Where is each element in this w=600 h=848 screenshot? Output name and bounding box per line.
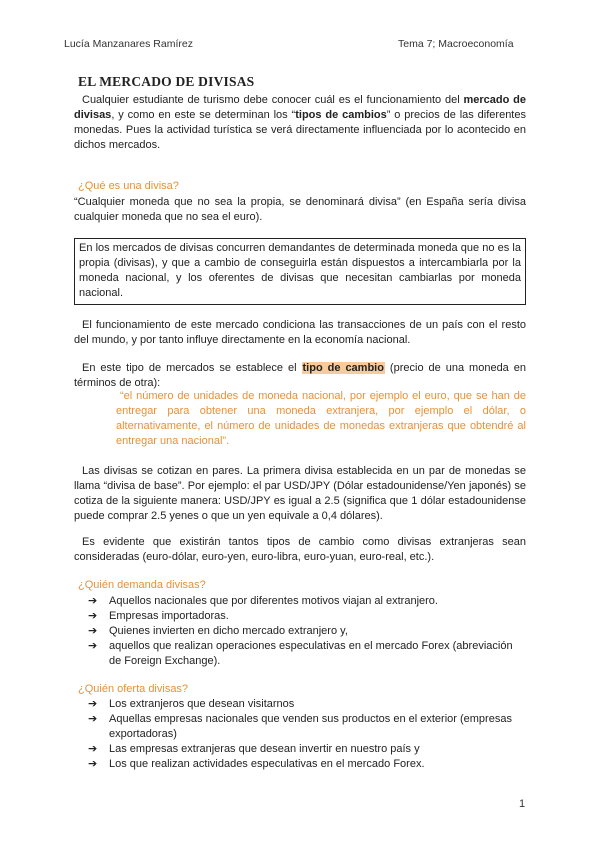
paragraph-pares: Las divisas se cotizan en pares. La primera divisa establecida en un par de monedas se llama “divisa de base”. Por ejemplo: el par USD/JPY (Dólar estadounidense/Yen japonés) se cotiza de la siguiente manera: USD/JPY es igual a 2.5 (significa que 1 dólar estadounidense puede comprar 2.5 yenes o que un yen equivale a 0,4 dólares).: [74, 465, 526, 522]
header-subject: Tema 7; Macroeconomía: [398, 38, 514, 50]
list-item: ➔ Las empresas extranjeras que desean invertir en nuestro país y: [88, 743, 420, 755]
list-item: ➔ Empresas importadoras.: [88, 610, 229, 622]
highlight-tipo-cambio: tipo de cambio: [302, 362, 384, 374]
page-title: EL MERCADO DE DIVISAS: [78, 74, 255, 89]
arrow-bullet-icon: ➔: [88, 625, 98, 637]
arrow-bullet-icon: ➔: [88, 698, 98, 710]
heading-quien-demanda: ¿Quién demanda divisas?: [78, 579, 206, 591]
intro-bold-tipos: tipos de cambios: [295, 109, 387, 121]
list-item: ➔ Aquellas empresas nacionales que venden sus productos en el exterior (empresas exportadoras): [88, 713, 512, 740]
quote-tipo-cambio: “el número de unidades de moneda nacional, por ejemplo el euro, que se han de entregar para obtener una moneda extranjera, por ejemplo el dólar, o alternativamente, el número de unidades de monedas extranjeras que obtendré al entregar una nacional”.: [116, 390, 526, 447]
list-oferta: [88, 697, 526, 772]
arrow-bullet-icon: ➔: [88, 758, 98, 770]
list-demanda: [88, 594, 526, 669]
heading-que-es-divisa: ¿Qué es una divisa?: [78, 180, 179, 192]
tipo-cambio-text-1: En este tipo de mercados se establece el: [82, 362, 302, 374]
arrow-bullet-icon: ➔: [88, 640, 98, 652]
definition-divisa: “Cualquier moneda que no sea la propia, se denominará divisa” (en España sería divisa cualquier moneda que no sea el euro).: [74, 196, 526, 223]
list-item: ➔ Aquellos nacionales que por diferentes motivos viajan al extranjero.: [88, 595, 438, 607]
arrow-bullet-icon: ➔: [88, 743, 98, 755]
list-item: ➔ aquellos que realizan operaciones especulativas en el mercado Forex (abreviación de Foreign Exchange).: [88, 640, 513, 667]
page-number: 1: [519, 798, 526, 810]
boxed-definition: En los mercados de divisas concurren demandantes de determinada moneda que no es la propia (divisas), y que a cambio de conseguirla están dispuestos a intercambiarla por la moneda nacional, y los oferentes de divisas que necesitan cambiarlas por moneda nacional.: [74, 238, 526, 305]
paragraph-evidente: Es evidente que existirán tantos tipos de cambio como divisas extranjeras sean consideradas (euro-dólar, euro-yen, euro-libra, euro-yuan, euro-real, etc.).: [74, 536, 526, 563]
intro-bold-mercado: mercado de divisas: [74, 94, 526, 121]
intro-text-3: ” o precios de las diferentes monedas. Pues la actividad turística se verá directamente influenciada por lo acontecido en dichos mercados.: [74, 109, 526, 151]
tipo-cambio-text-2: (precio de una moneda en términos de otra):: [74, 362, 526, 389]
intro-paragraph: [74, 93, 526, 153]
intro-text-2: , y como en este se determinan los “: [111, 109, 296, 121]
list-item: ➔ Quienes invierten en dicho mercado extranjero y,: [88, 625, 348, 637]
paragraph-tipo-cambio: [74, 361, 526, 391]
arrow-bullet-icon: ➔: [88, 610, 98, 622]
header-author: Lucía Manzanares Ramírez: [64, 38, 193, 50]
list-item: ➔ Los extranjeros que desean visitarnos: [88, 698, 295, 710]
list-item: ➔ Los que realizan actividades especulativas en el mercado Forex.: [88, 758, 425, 770]
arrow-bullet-icon: ➔: [88, 713, 98, 725]
heading-quien-oferta: ¿Quién oferta divisas?: [78, 683, 189, 695]
arrow-bullet-icon: ➔: [88, 595, 98, 607]
intro-text-1: Cualquier estudiante de turismo debe conocer cuál es el funcionamiento del: [82, 94, 464, 106]
paragraph-funcionamiento: El funcionamiento de este mercado condiciona las transacciones de un país con el resto del mundo, y por tanto influye directamente en la economía nacional.: [74, 319, 526, 346]
